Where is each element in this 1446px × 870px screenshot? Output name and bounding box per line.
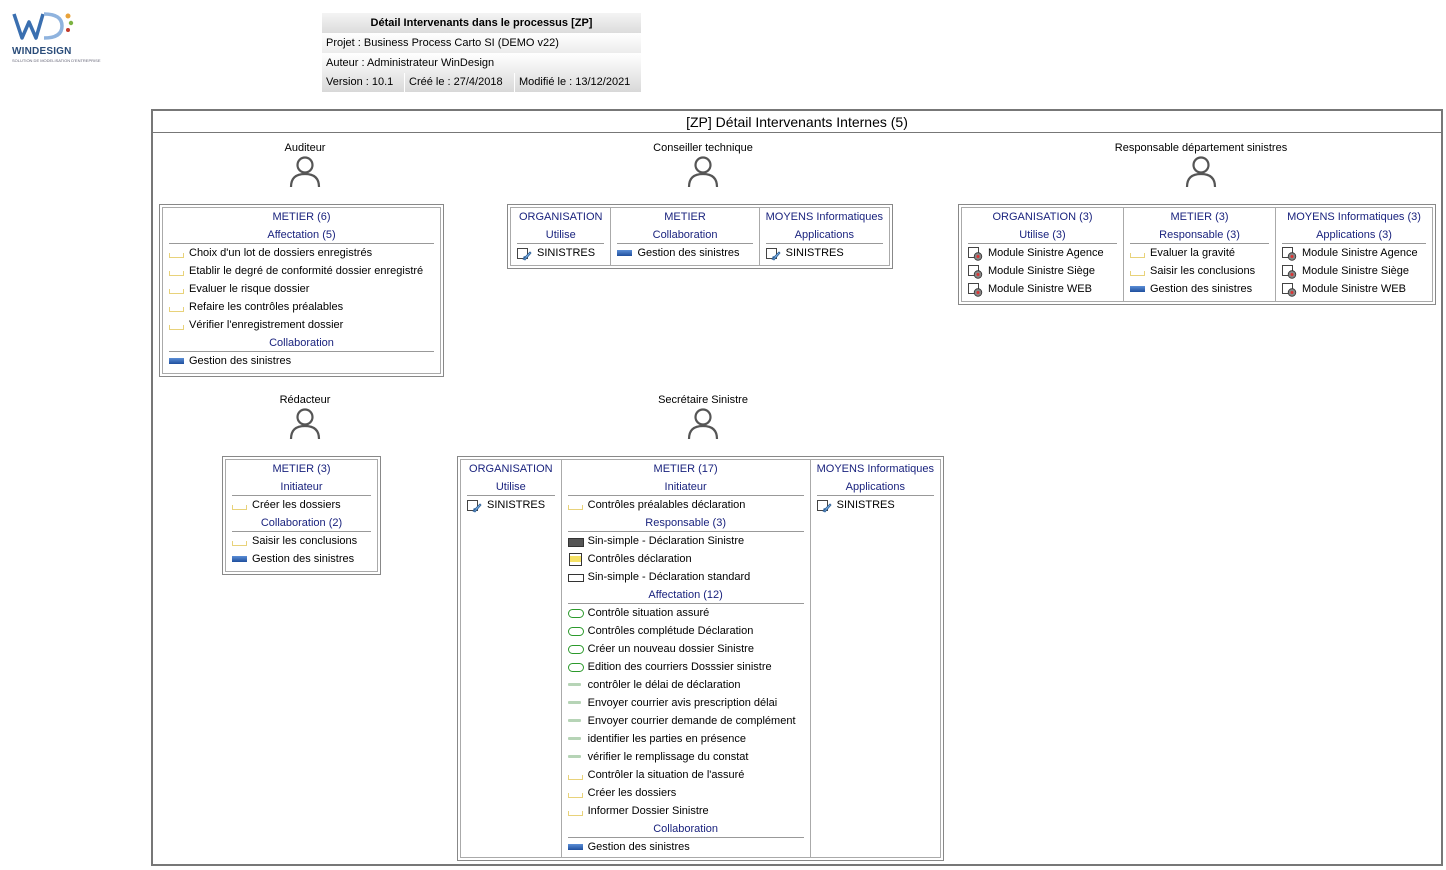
item-label: SINISTRES bbox=[487, 499, 546, 511]
item-label: Contrôle situation assuré bbox=[587, 607, 710, 619]
column-moyens-informatiques bbox=[760, 208, 889, 265]
item-label: Informer Dossier Sinistre bbox=[587, 805, 709, 817]
application-icon bbox=[817, 499, 831, 511]
folder-icon bbox=[169, 301, 183, 313]
item-label: Envoyer courrier avis prescription délai bbox=[587, 697, 778, 709]
process-dark-icon bbox=[568, 535, 582, 547]
person-icon bbox=[687, 155, 719, 189]
folder-icon bbox=[169, 247, 183, 259]
group-header: Responsable (3) bbox=[1130, 226, 1269, 244]
group-header: Utilise bbox=[467, 478, 555, 496]
item-label: Module Sinistre WEB bbox=[1302, 283, 1406, 295]
list-item[interactable] bbox=[568, 658, 804, 676]
diagram-title: [ZP] Détail Intervenants Internes (5) bbox=[153, 111, 1441, 133]
column-metier bbox=[163, 208, 440, 373]
group-header: Initiateur bbox=[568, 478, 804, 496]
folder-icon bbox=[232, 535, 246, 547]
column-header: ORGANISATION (3) bbox=[992, 211, 1093, 223]
list-item[interactable] bbox=[568, 802, 804, 820]
application-icon bbox=[766, 247, 780, 259]
column-metier bbox=[1124, 208, 1276, 301]
person-icon bbox=[289, 407, 321, 441]
group-header: Utilise bbox=[517, 226, 604, 244]
item-label: Saisir les conclusions bbox=[252, 535, 358, 547]
folder-icon bbox=[568, 769, 582, 781]
list-item[interactable] bbox=[169, 352, 434, 370]
item-label: identifier les parties en présence bbox=[587, 733, 746, 745]
person-icon bbox=[289, 155, 321, 189]
item-label: Envoyer courrier demande de complément bbox=[587, 715, 796, 727]
windesign-logo-icon bbox=[10, 8, 76, 48]
group-header: Affectation (12) bbox=[568, 586, 804, 604]
panel-auditeur bbox=[159, 204, 444, 377]
folder-icon bbox=[568, 787, 582, 799]
column-header: MOYENS Informatiques bbox=[765, 211, 883, 223]
column-metier bbox=[611, 208, 759, 265]
collaboration-bar-icon bbox=[232, 553, 246, 565]
item-label: Etablir le degré de conformité dossier enregistré bbox=[189, 265, 424, 277]
module-icon bbox=[1282, 283, 1296, 295]
item-label: SINISTRES bbox=[785, 247, 844, 259]
module-icon bbox=[1282, 247, 1296, 259]
item-label: contrôler le délai de déclaration bbox=[587, 679, 741, 691]
column-moyens-informatiques bbox=[1276, 208, 1432, 301]
activity-oval-icon bbox=[568, 625, 582, 637]
module-icon bbox=[968, 265, 982, 277]
list-item[interactable] bbox=[968, 280, 1117, 298]
actor-auditeur bbox=[250, 142, 360, 189]
group-header: Utilise (3) bbox=[968, 226, 1117, 244]
list-item[interactable] bbox=[467, 496, 555, 514]
panel-responsable-departement bbox=[958, 204, 1436, 305]
document-title: Détail Intervenants dans le processus [ZP] bbox=[322, 13, 641, 33]
task-bar-icon bbox=[568, 733, 582, 745]
list-item[interactable] bbox=[169, 298, 434, 316]
modified-field: Modifié le : 13/12/2021 bbox=[519, 76, 631, 88]
person-icon bbox=[1185, 155, 1217, 189]
column-header: MOYENS Informatiques (3) bbox=[1287, 211, 1421, 223]
group-header: Responsable (3) bbox=[568, 514, 804, 532]
collaboration-bar-icon bbox=[169, 355, 183, 367]
folder-icon bbox=[169, 265, 183, 277]
module-icon bbox=[968, 247, 982, 259]
group-header: Applications (3) bbox=[1282, 226, 1426, 244]
list-item[interactable] bbox=[169, 244, 434, 262]
item-label: Créer un nouveau dossier Sinistre bbox=[587, 643, 754, 655]
item-label: Module Sinistre Agence bbox=[1302, 247, 1418, 259]
module-icon bbox=[1282, 265, 1296, 277]
list-item[interactable] bbox=[617, 244, 752, 262]
group-header: Initiateur bbox=[232, 478, 371, 496]
list-item[interactable] bbox=[568, 730, 804, 748]
column-header: MOYENS Informatiques bbox=[816, 463, 934, 475]
item-label: Gestion des sinistres bbox=[637, 247, 740, 259]
column-header: METIER (6) bbox=[272, 211, 331, 223]
list-item[interactable] bbox=[232, 550, 371, 568]
windesign-logo bbox=[10, 8, 101, 64]
actor-name: Responsable département sinistres bbox=[1114, 142, 1288, 154]
logo-tagline: SOLUTION DE MODELISATION D'ENTREPRISE bbox=[12, 58, 101, 63]
actor-name: Secrétaire Sinistre bbox=[658, 394, 748, 406]
collaboration-bar-icon bbox=[617, 247, 631, 259]
list-item[interactable] bbox=[568, 694, 804, 712]
column-header: METIER (17) bbox=[653, 463, 718, 475]
folder-icon bbox=[1130, 247, 1144, 259]
item-label: Choix d'un lot de dossiers enregistrés bbox=[189, 247, 373, 259]
column-metier bbox=[226, 460, 377, 571]
column-header: ORGANISATION bbox=[469, 463, 553, 475]
list-item[interactable] bbox=[1282, 280, 1426, 298]
actor-name: Rédacteur bbox=[279, 394, 331, 406]
module-icon bbox=[968, 283, 982, 295]
task-bar-icon bbox=[568, 679, 582, 691]
activity-oval-icon bbox=[568, 643, 582, 655]
actor-redacteur bbox=[250, 394, 360, 441]
item-label: Contrôles préalables déclaration bbox=[587, 499, 746, 511]
list-item[interactable] bbox=[568, 640, 804, 658]
list-item[interactable] bbox=[968, 244, 1117, 262]
actor-secretaire-sinistre bbox=[640, 394, 766, 441]
list-item[interactable] bbox=[517, 244, 604, 262]
column-header: METIER (3) bbox=[272, 463, 331, 475]
list-item[interactable] bbox=[568, 550, 804, 568]
group-header: Collaboration bbox=[617, 226, 752, 244]
actor-conseiller-technique bbox=[630, 142, 776, 189]
list-item[interactable] bbox=[568, 766, 804, 784]
item-label: Gestion des sinistres bbox=[587, 841, 690, 853]
item-label: Contrôles déclaration bbox=[587, 553, 692, 565]
item-label: Gestion des sinistres bbox=[252, 553, 355, 565]
item-label: Créer les dossiers bbox=[252, 499, 341, 511]
folder-icon bbox=[169, 283, 183, 295]
column-header: METIER (3) bbox=[1170, 211, 1229, 223]
panel-secretaire-sinistre bbox=[457, 456, 944, 861]
list-item[interactable] bbox=[1282, 262, 1426, 280]
group-header: Collaboration bbox=[568, 820, 804, 838]
group-header: Collaboration (2) bbox=[232, 514, 371, 532]
list-item[interactable] bbox=[568, 748, 804, 766]
folder-icon bbox=[169, 319, 183, 331]
group-header: Collaboration bbox=[169, 334, 434, 352]
item-label: Vérifier l'enregistrement dossier bbox=[189, 319, 344, 331]
list-item[interactable] bbox=[568, 532, 804, 550]
document-header bbox=[322, 13, 641, 92]
item-label: Module Sinistre Siège bbox=[1302, 265, 1410, 277]
author-line: Auteur : Administrateur WinDesign bbox=[322, 53, 641, 73]
panel-conseiller-technique bbox=[507, 204, 893, 269]
item-label: Refaire les contrôles préalables bbox=[189, 301, 344, 313]
item-label: Sin-simple - Déclaration standard bbox=[587, 571, 751, 583]
group-header: Applications bbox=[817, 478, 934, 496]
list-item[interactable] bbox=[568, 496, 804, 514]
activity-oval-icon bbox=[568, 661, 582, 673]
list-item[interactable] bbox=[568, 568, 804, 586]
item-label: Module Sinistre WEB bbox=[988, 283, 1092, 295]
item-label: SINISTRES bbox=[836, 499, 895, 511]
list-item[interactable] bbox=[1130, 244, 1269, 262]
list-item[interactable] bbox=[568, 838, 804, 856]
list-item[interactable] bbox=[232, 496, 371, 514]
item-label: Module Sinistre Siège bbox=[988, 265, 1096, 277]
task-bar-icon bbox=[568, 751, 582, 763]
collaboration-bar-icon bbox=[1130, 283, 1144, 295]
item-label: Contrôler la situation de l'assuré bbox=[587, 769, 745, 781]
version-field: Version : 10.1 bbox=[322, 73, 405, 92]
column-organisation bbox=[511, 208, 611, 265]
group-header: Applications bbox=[766, 226, 883, 244]
project-line: Projet : Business Process Carto SI (DEMO v22) bbox=[322, 33, 641, 53]
column-organisation bbox=[461, 460, 562, 857]
actor-name: Auditeur bbox=[284, 142, 326, 154]
item-label: Module Sinistre Agence bbox=[988, 247, 1104, 259]
folder-icon bbox=[1130, 265, 1144, 277]
list-item[interactable] bbox=[766, 244, 883, 262]
list-item[interactable] bbox=[169, 316, 434, 334]
collaboration-bar-icon bbox=[568, 841, 582, 853]
column-header: ORGANISATION bbox=[518, 211, 603, 223]
list-item[interactable] bbox=[169, 262, 434, 280]
task-bar-icon bbox=[568, 715, 582, 727]
folder-icon bbox=[568, 805, 582, 817]
item-label: Saisir les conclusions bbox=[1150, 265, 1256, 277]
folder-icon bbox=[232, 499, 246, 511]
logo-wordmark: WINDESIGN bbox=[12, 46, 72, 57]
folder-icon bbox=[568, 499, 582, 511]
list-item[interactable] bbox=[568, 676, 804, 694]
column-metier bbox=[562, 460, 811, 857]
list-item[interactable] bbox=[568, 622, 804, 640]
person-icon bbox=[687, 407, 719, 441]
list-item[interactable] bbox=[568, 712, 804, 730]
item-label: Evaluer la gravité bbox=[1150, 247, 1235, 259]
list-item[interactable] bbox=[817, 496, 934, 514]
list-item[interactable] bbox=[568, 604, 804, 622]
item-label: Edition des courriers Dosssier sinistre bbox=[587, 661, 772, 673]
item-label: Sin-simple - Déclaration Sinistre bbox=[587, 535, 745, 547]
item-label: SINISTRES bbox=[537, 247, 596, 259]
list-item[interactable] bbox=[568, 784, 804, 802]
list-item[interactable] bbox=[232, 532, 371, 550]
group-header: Affectation (5) bbox=[169, 226, 434, 244]
item-label: Gestion des sinistres bbox=[1150, 283, 1253, 295]
application-icon bbox=[517, 247, 531, 259]
list-item[interactable] bbox=[1282, 244, 1426, 262]
task-bar-icon bbox=[568, 697, 582, 709]
list-item[interactable] bbox=[1130, 262, 1269, 280]
application-icon bbox=[467, 499, 481, 511]
actor-name: Conseiller technique bbox=[653, 142, 753, 154]
column-moyens-informatiques bbox=[811, 460, 940, 857]
item-label: Gestion des sinistres bbox=[189, 355, 292, 367]
item-label: Créer les dossiers bbox=[587, 787, 677, 799]
process-white-icon bbox=[568, 571, 582, 583]
item-label: vérifier le remplissage du constat bbox=[587, 751, 749, 763]
panel-redacteur bbox=[222, 456, 381, 575]
activity-oval-icon bbox=[568, 607, 582, 619]
item-label: Contrôles complétude Déclaration bbox=[587, 625, 754, 637]
list-item[interactable] bbox=[968, 262, 1117, 280]
list-item[interactable] bbox=[1130, 280, 1269, 298]
database-icon bbox=[568, 553, 582, 565]
version-row bbox=[322, 73, 641, 92]
list-item[interactable] bbox=[169, 280, 434, 298]
actor-responsable-departement bbox=[1096, 142, 1306, 189]
created-field: Créé le : 27/4/2018 bbox=[405, 73, 515, 92]
column-organisation bbox=[962, 208, 1124, 301]
column-header: METIER bbox=[664, 211, 706, 223]
item-label: Evaluer le risque dossier bbox=[189, 283, 310, 295]
